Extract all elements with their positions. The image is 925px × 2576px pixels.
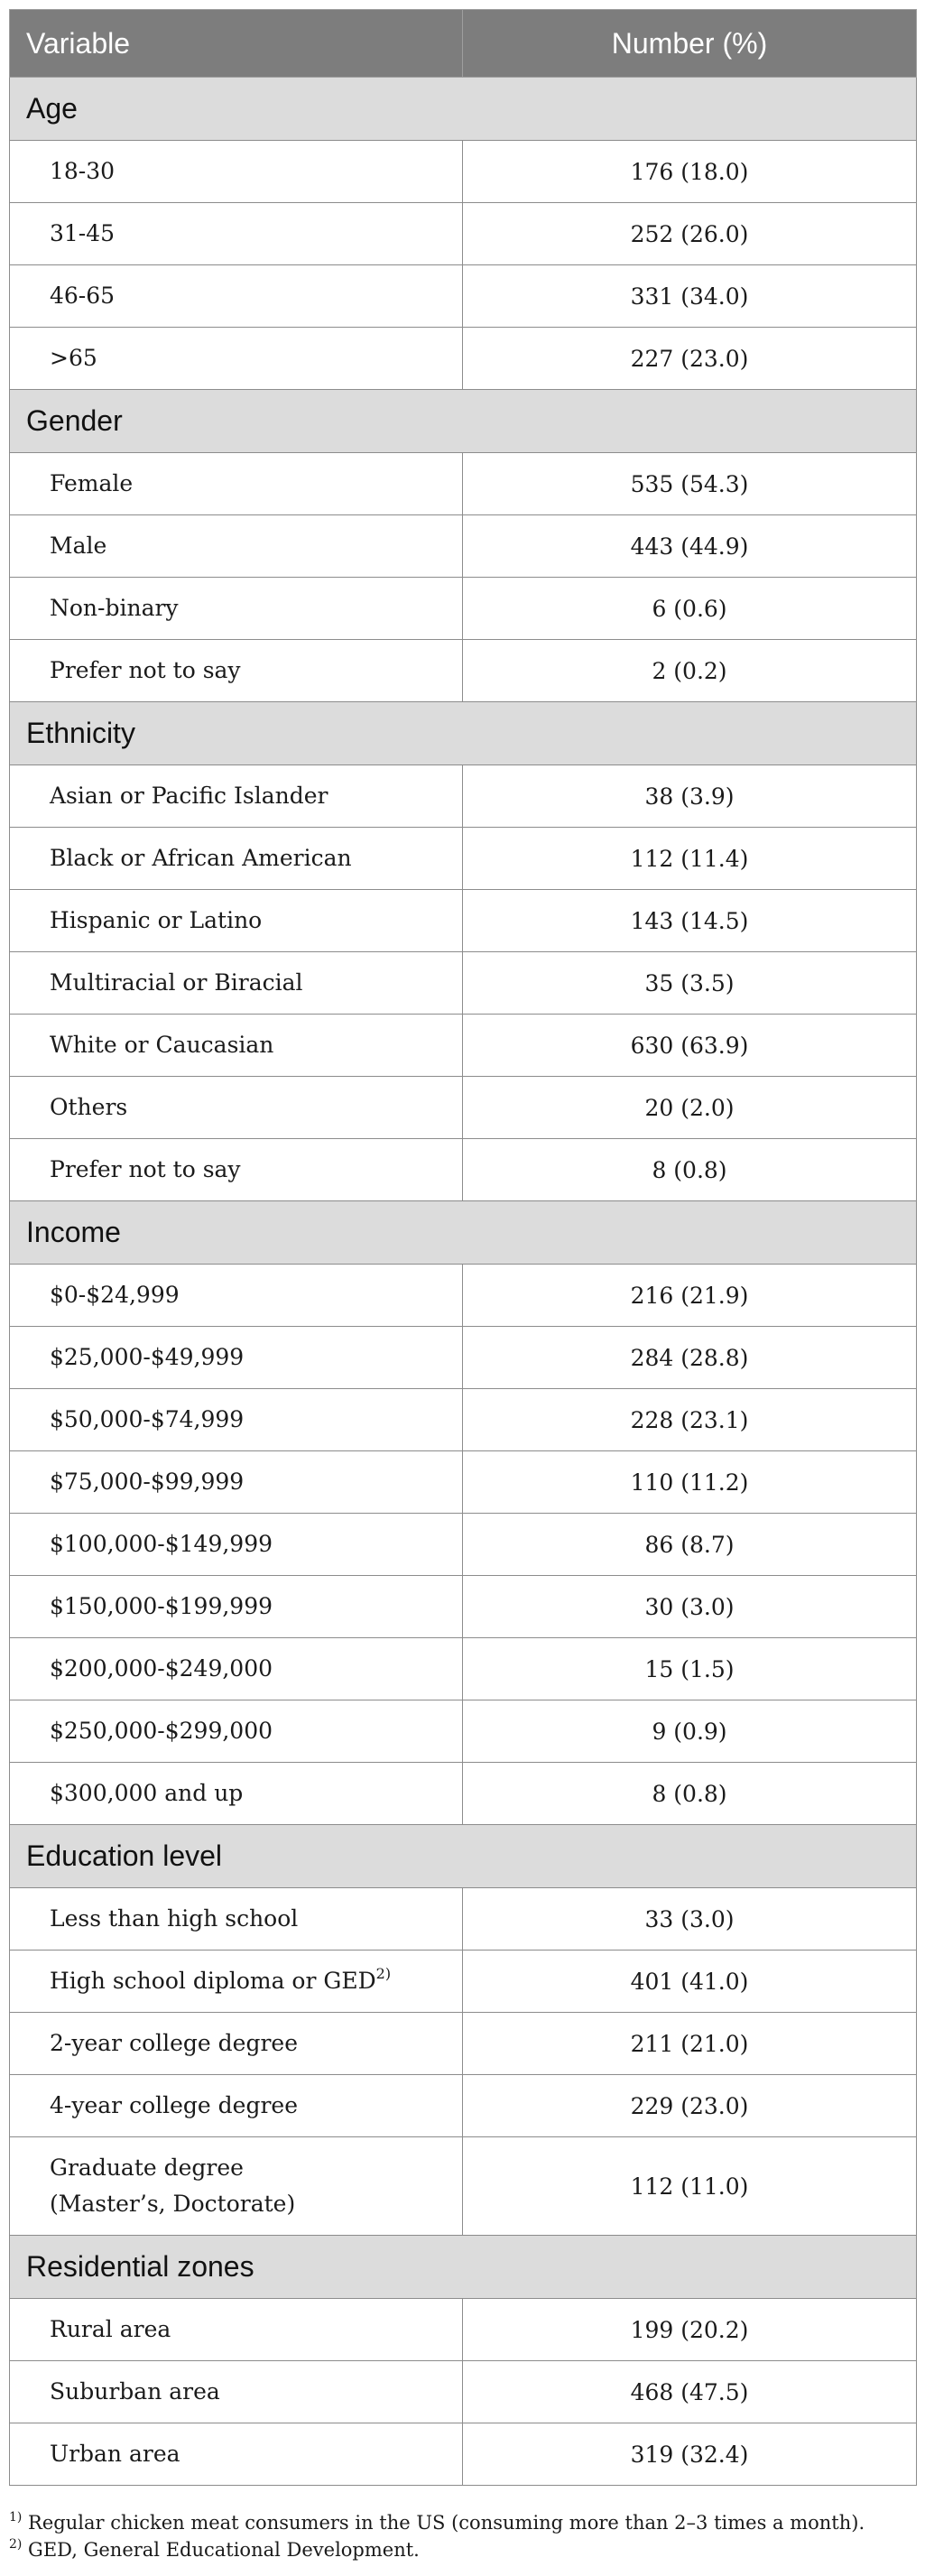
row-value: 176 (18.0) xyxy=(463,141,917,203)
row-label: $100,000-$149,999 xyxy=(50,1531,273,1557)
row-value: 401 (41.0) xyxy=(463,1951,917,2013)
row-variable xyxy=(10,1951,463,2013)
row-label: $200,000-$249,000 xyxy=(50,1655,273,1682)
section-title: Income xyxy=(10,1201,917,1265)
row-value: 319 (32.4) xyxy=(463,2423,917,2486)
section-title: Education level xyxy=(10,1825,917,1888)
table-row xyxy=(10,515,917,578)
row-label: Hispanic or Latino xyxy=(50,907,263,933)
row-variable xyxy=(10,578,463,640)
row-label: $150,000-$199,999 xyxy=(50,1593,273,1619)
footnote-marker: 2) xyxy=(9,2537,23,2552)
row-value: 6 (0.6) xyxy=(463,578,917,640)
row-label: $75,000-$99,999 xyxy=(50,1469,245,1495)
row-value: 86 (8.7) xyxy=(463,1514,917,1576)
row-variable xyxy=(10,515,463,578)
table-row xyxy=(10,2013,917,2075)
table-row xyxy=(10,265,917,328)
row-value: 227 (23.0) xyxy=(463,328,917,390)
row-value: 112 (11.0) xyxy=(463,2137,917,2236)
row-value: 8 (0.8) xyxy=(463,1139,917,1201)
row-variable xyxy=(10,2299,463,2361)
row-variable xyxy=(10,890,463,952)
table-row xyxy=(10,765,917,828)
row-variable xyxy=(10,1015,463,1077)
table-header-row xyxy=(10,10,917,78)
row-value: 284 (28.8) xyxy=(463,1327,917,1389)
row-variable xyxy=(10,453,463,515)
row-label: 4-year college degree xyxy=(50,2092,298,2118)
row-label: 46-65 xyxy=(50,283,116,309)
row-label: High school diploma or GED xyxy=(50,1968,376,1994)
header-number: Number (%) xyxy=(463,10,917,78)
table-row xyxy=(10,952,917,1015)
row-variable xyxy=(10,141,463,203)
row-variable xyxy=(10,1576,463,1638)
row-label: 31-45 xyxy=(50,220,116,246)
row-label: $250,000-$299,000 xyxy=(50,1718,273,1744)
row-value: 20 (2.0) xyxy=(463,1077,917,1139)
table-row xyxy=(10,828,917,890)
row-value: 468 (47.5) xyxy=(463,2361,917,2423)
row-variable xyxy=(10,2075,463,2137)
footnote-marker: 1) xyxy=(9,2510,23,2525)
row-label: Prefer not to say xyxy=(50,657,241,683)
header-variable: Variable xyxy=(10,10,463,78)
section-header-row xyxy=(10,2236,917,2299)
row-variable xyxy=(10,1389,463,1451)
row-label: Less than high school xyxy=(50,1905,299,1932)
row-variable xyxy=(10,2013,463,2075)
row-label: $0-$24,999 xyxy=(50,1282,180,1308)
table-row xyxy=(10,453,917,515)
table-row xyxy=(10,1888,917,1951)
table-row xyxy=(10,1576,917,1638)
table-row xyxy=(10,1514,917,1576)
section-title: Residential zones xyxy=(10,2236,917,2299)
row-variable xyxy=(10,2361,463,2423)
section-header-row xyxy=(10,702,917,765)
table-row xyxy=(10,141,917,203)
row-label-continuation: (Master’s, Doctorate) xyxy=(50,2191,296,2217)
row-variable xyxy=(10,1514,463,1576)
row-variable xyxy=(10,1077,463,1139)
table-row xyxy=(10,2075,917,2137)
row-label: 2-year college degree xyxy=(50,2030,298,2056)
row-variable xyxy=(10,2137,463,2236)
row-value: 30 (3.0) xyxy=(463,1576,917,1638)
row-label: Suburban area xyxy=(50,2378,220,2405)
table-row xyxy=(10,1389,917,1451)
table-row xyxy=(10,1327,917,1389)
row-label: Rural area xyxy=(50,2316,171,2342)
row-variable xyxy=(10,765,463,828)
row-variable xyxy=(10,203,463,265)
footnote xyxy=(9,2509,916,2536)
row-label: Multiracial or Biracial xyxy=(50,969,303,996)
row-value: 8 (0.8) xyxy=(463,1763,917,1825)
table-row xyxy=(10,1700,917,1763)
row-variable xyxy=(10,1638,463,1700)
table-row xyxy=(10,640,917,702)
table-row xyxy=(10,1951,917,2013)
row-variable xyxy=(10,640,463,702)
row-label: Prefer not to say xyxy=(50,1156,241,1182)
row-label: Male xyxy=(50,533,107,559)
row-variable xyxy=(10,1327,463,1389)
row-value: 33 (3.0) xyxy=(463,1888,917,1951)
row-value: 252 (26.0) xyxy=(463,203,917,265)
row-label: $25,000-$49,999 xyxy=(50,1344,245,1370)
row-label: Urban area xyxy=(50,2441,180,2467)
table-row xyxy=(10,203,917,265)
demographics-table xyxy=(9,9,917,2486)
row-variable xyxy=(10,828,463,890)
table-row xyxy=(10,1763,917,1825)
row-variable xyxy=(10,1139,463,1201)
section-header-row xyxy=(10,1825,917,1888)
row-variable xyxy=(10,1451,463,1514)
row-value: 110 (11.2) xyxy=(463,1451,917,1514)
footnote xyxy=(9,2536,916,2563)
row-variable xyxy=(10,328,463,390)
row-variable xyxy=(10,1888,463,1951)
footnote-text: Regular chicken meat consumers in the US (consuming more than 2–3 times a month). xyxy=(22,2512,865,2534)
row-value: 228 (23.1) xyxy=(463,1389,917,1451)
row-label: Others xyxy=(50,1094,128,1120)
row-value: 143 (14.5) xyxy=(463,890,917,952)
footnote-text: GED, General Educational Development. xyxy=(22,2539,420,2561)
row-label: Female xyxy=(50,470,134,496)
table-row xyxy=(10,1015,917,1077)
table-row xyxy=(10,2299,917,2361)
table-row xyxy=(10,328,917,390)
row-label: >65 xyxy=(50,345,97,371)
row-variable xyxy=(10,952,463,1015)
row-value: 331 (34.0) xyxy=(463,265,917,328)
table-row xyxy=(10,1451,917,1514)
table-row xyxy=(10,1638,917,1700)
table-body xyxy=(10,78,917,2486)
row-value: 35 (3.5) xyxy=(463,952,917,1015)
row-value: 112 (11.4) xyxy=(463,828,917,890)
row-label: Graduate degree xyxy=(50,2154,244,2181)
table-row xyxy=(10,2423,917,2486)
row-label: $300,000 and up xyxy=(50,1780,244,1806)
row-label: $50,000-$74,999 xyxy=(50,1406,245,1432)
section-header-row xyxy=(10,78,917,141)
row-label: White or Caucasian xyxy=(50,1032,274,1058)
row-variable xyxy=(10,265,463,328)
row-label: 18-30 xyxy=(50,158,116,184)
section-title: Ethnicity xyxy=(10,702,917,765)
row-variable xyxy=(10,1265,463,1327)
table-row xyxy=(10,578,917,640)
row-variable xyxy=(10,1700,463,1763)
row-value: 199 (20.2) xyxy=(463,2299,917,2361)
row-variable xyxy=(10,1763,463,1825)
row-value: 229 (23.0) xyxy=(463,2075,917,2137)
row-value: 15 (1.5) xyxy=(463,1638,917,1700)
section-header-row xyxy=(10,1201,917,1265)
footnote-mark: 2) xyxy=(375,1964,392,1982)
row-variable xyxy=(10,2423,463,2486)
row-value: 630 (63.9) xyxy=(463,1015,917,1077)
section-title: Age xyxy=(10,78,917,141)
table-row xyxy=(10,1077,917,1139)
row-label: Black or African American xyxy=(50,845,352,871)
table-row xyxy=(10,2361,917,2423)
section-header-row xyxy=(10,390,917,453)
row-label: Non-binary xyxy=(50,595,179,621)
row-label: Asian or Pacific Islander xyxy=(50,783,328,809)
row-value: 2 (0.2) xyxy=(463,640,917,702)
row-value: 9 (0.9) xyxy=(463,1700,917,1763)
section-title: Gender xyxy=(10,390,917,453)
row-value: 535 (54.3) xyxy=(463,453,917,515)
footnotes xyxy=(9,2509,916,2563)
row-value: 443 (44.9) xyxy=(463,515,917,578)
row-value: 216 (21.9) xyxy=(463,1265,917,1327)
table-row xyxy=(10,2137,917,2236)
table-row xyxy=(10,1139,917,1201)
row-value: 211 (21.0) xyxy=(463,2013,917,2075)
row-value: 38 (3.9) xyxy=(463,765,917,828)
table-row xyxy=(10,890,917,952)
table-row xyxy=(10,1265,917,1327)
